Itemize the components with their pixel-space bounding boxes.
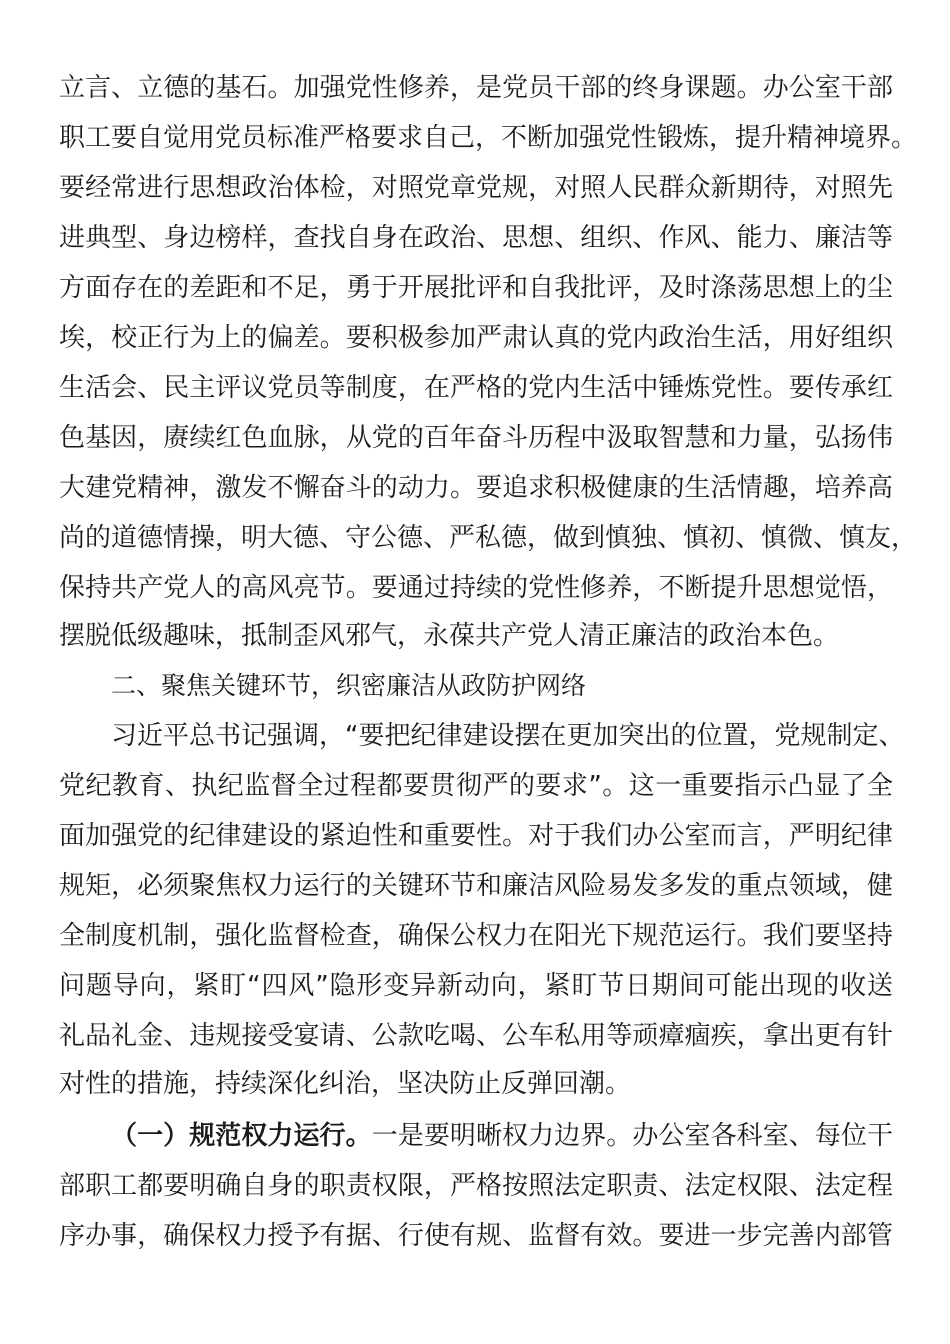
body-text-line: 部职工都要明确自身的职责权限，严格按照法定职责、法定权限、法定程 (59, 1171, 893, 1201)
subsection-text: 一是要明晰权力边界。办公室各科室、每位干 (371, 1121, 893, 1151)
subsection-first-line (111, 1111, 893, 1161)
body-text-line: 摆脱低级趣味，抵制歪风邪气，永葆共产党人清正廉洁的政治本色。 (59, 621, 840, 651)
body-text-line: 尚的道德情操，明大德、守公德、严私德，做到慎独、慎初、慎微、慎友， (59, 523, 918, 553)
body-text-line: 职工要自觉用党员标准严格要求自己，不断加强党性锻炼，提升精神境界。 (59, 123, 918, 153)
body-text-line: 要经常进行思想政治体检，对照党章党规，对照人民群众新期待，对照先 (59, 173, 893, 203)
body-text-line: 色基因，赓续红色血脉，从党的百年奋斗历程中汲取智慧和力量，弘扬伟 (59, 423, 893, 453)
body-text-line: 立言、立德的基石。加强党性修养，是党员干部的终身课题。办公室干部 (59, 73, 893, 103)
body-text-line: 规矩，必须聚焦权力运行的关键环节和廉洁风险易发多发的重点领域，健 (59, 871, 893, 901)
body-text-line: 对性的措施，持续深化纠治，坚决防止反弹回潮。 (59, 1069, 632, 1099)
body-text-line: 埃，校正行为上的偏差。要积极参加严肃认真的党内政治生活，用好组织 (59, 323, 893, 353)
body-text-line: 序办事，确保权力授予有据、行使有规、监督有效。要进一步完善内部管 (59, 1221, 893, 1251)
body-text-line: 礼品礼金、违规接受宴请、公款吃喝、公车私用等顽瘴痼疾，拿出更有针 (59, 1021, 893, 1051)
body-text-line: 习近平总书记强调，“要把纪律建设摆在更加突出的位置，党规制定、 (111, 721, 905, 751)
body-text-line: 保持共产党人的高风亮节。要通过持续的党性修养，不断提升思想觉悟， (59, 573, 893, 603)
body-text-line: 大建党精神，激发不懈奋斗的动力。要追求积极健康的生活情趣，培养高 (59, 473, 893, 503)
body-text-line: 生活会、民主评议党员等制度，在严格的党内生活中锤炼党性。要传承红 (59, 373, 893, 403)
body-text-line: 方面存在的差距和不足，勇于开展批评和自我批评，及时涤荡思想上的尘 (59, 273, 893, 303)
body-text-line: 全制度机制，强化监督检查，确保公权力在阳光下规范运行。我们要坚持 (59, 921, 893, 951)
section-heading: 二、聚焦关键环节，织密廉洁从政防护网络 (111, 671, 587, 700)
body-text-line: 面加强党的纪律建设的紧迫性和重要性。对于我们办公室而言，严明纪律 (59, 821, 893, 851)
body-text-line: 党纪教育、执纪监督全过程都要贯彻严的要求”。这一重要指示凸显了全 (59, 771, 893, 801)
subsection-title: （一）规范权力运行。 (111, 1121, 372, 1151)
body-text-line: 问题导向，紧盯“四风”隐形变异新动向，紧盯节日期间可能出现的收送 (59, 971, 893, 1001)
body-text-line: 进典型、身边榜样，查找自身在政治、思想、组织、作风、能力、廉洁等 (59, 223, 893, 253)
